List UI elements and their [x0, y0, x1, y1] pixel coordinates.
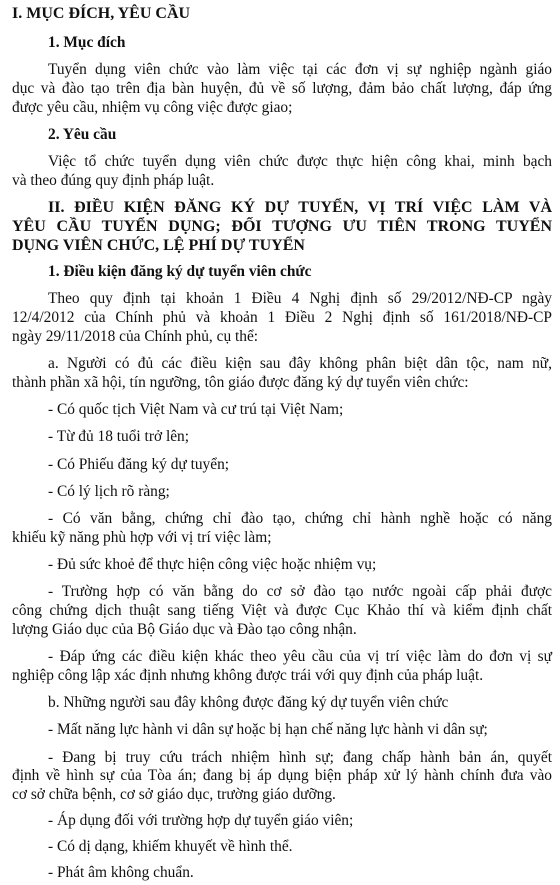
paragraph-line: 12/4/2012 của Chính phủ và khoản 1 Điều 2 Nghị định số 161/2018/NĐ-CP	[12, 309, 552, 327]
paragraph-line: và theo đúng quy định pháp luật.	[12, 172, 215, 190]
list-item-continuation: khiếu kỹ năng phù hợp với vị trí việc làm;	[12, 528, 272, 546]
list-item-continuation: nghiệp công lập xác định nhưng không được trái với quy định của pháp luật.	[12, 666, 484, 684]
list-item-continuation: định về hình sự của Tòa án; đang bị áp dụng biện pháp xử lý hành chính đưa vào	[12, 767, 552, 785]
paragraph-line: Tuyển dụng viên chức vào làm việc tại các đơn vị sự nghiệp ngành giáo	[48, 61, 552, 79]
paragraph-line: Theo quy định tại khoản 1 Điều 4 Nghị định số 29/2012/NĐ-CP ngày	[48, 290, 552, 308]
list-item: - Đáp ứng các điều kiện khác theo yêu cầu của vị trí việc làm do đơn vị sự	[48, 648, 552, 665]
list-item-continuation: lượng Giáo dục của Bộ Giáo dục và Đào tạo công nhận.	[12, 620, 357, 638]
paragraph-line: b. Những người sau đây không được đăng ký dự tuyển viên chức	[48, 694, 449, 711]
list-item: - Có lý lịch rõ ràng;	[48, 482, 170, 500]
list-item-continuation: công chứng dịch thuật sang tiếng Việt và được Cục Khảo thí và kiểm định chất	[12, 602, 552, 619]
list-item: - Có dị dạng, khiếm khuyết về hình thể.	[48, 838, 293, 855]
list-item: - Trường hợp có văn bằng do cơ sở đào tạo nước ngoài cấp phải được	[48, 583, 552, 601]
section-2-heading-line-3: DỤNG VIÊN CHỨC, LỆ PHÍ DỰ TUYỂN	[12, 236, 305, 254]
list-item: - Phát âm không chuẩn.	[48, 864, 194, 881]
section-1-1-heading: 1. Mục đích	[48, 34, 126, 52]
paragraph-line: thành phần xã hội, tín ngưỡng, tôn giáo được đăng ký dự tuyển viên chức:	[12, 373, 469, 391]
list-item: - Áp dụng đối với trường hợp dự tuyển giáo viên;	[48, 812, 354, 829]
paragraph-line: dục và đào tạo trên địa bàn huyện, đủ về số lượng, đảm bảo chất lượng, đáp ứng	[12, 80, 552, 98]
list-item: - Có văn bằng, chứng chỉ đào tạo, chứng chỉ hành nghề hoặc có năng	[48, 510, 552, 527]
list-item: - Có Phiếu đăng ký dự tuyển;	[48, 455, 230, 473]
list-item: - Mất năng lực hành vi dân sự hoặc bị hạn chế năng lực hành vi dân sự;	[48, 721, 488, 739]
paragraph-line: Việc tổ chức tuyển dụng viên chức được thực hiện công khai, minh bạch	[48, 153, 552, 171]
list-item: - Đủ sức khoẻ để thực hiện công việc hoặc nhiệm vụ;	[48, 556, 377, 573]
list-item: - Từ đủ 18 tuổi trở lên;	[48, 428, 190, 446]
paragraph-line: được yêu cầu, nhiệm vụ công việc được giao;	[12, 98, 293, 116]
list-item: - Đang bị truy cứu trách nhiệm hình sự; đang chấp hành bản án, quyết	[48, 748, 552, 766]
paragraph-line: a. Người có đủ các điều kiện sau đây không phân biệt dân tộc, nam nữ,	[48, 355, 552, 373]
paragraph-line: ngày 29/11/2018 của Chính phủ, cụ thể:	[12, 327, 259, 345]
list-item: - Có quốc tịch Việt Nam và cư trú tại Việt Nam;	[48, 401, 344, 419]
section-1-2-heading: 2. Yêu cầu	[48, 126, 117, 144]
section-2-heading-line-2: YÊU CẦU TUYỂN DỤNG; ĐỐI TƯỢNG ƯU TIÊN TRONG TUYỂN	[12, 218, 552, 236]
list-item-continuation: cơ sở chữa bệnh, cơ sở giáo dục, trường giáo dưỡng.	[12, 786, 336, 803]
section-2-1-heading: 1. Điều kiện đăng ký dự tuyển viên chức	[48, 263, 312, 281]
section-1-heading: I. MỤC ĐÍCH, YÊU CẦU	[12, 5, 191, 22]
section-2-heading-line-1: II. ĐIỀU KIỆN ĐĂNG KÝ DỰ TUYỂN, VỊ TRÍ VIỆC LÀM VÀ	[48, 199, 552, 217]
